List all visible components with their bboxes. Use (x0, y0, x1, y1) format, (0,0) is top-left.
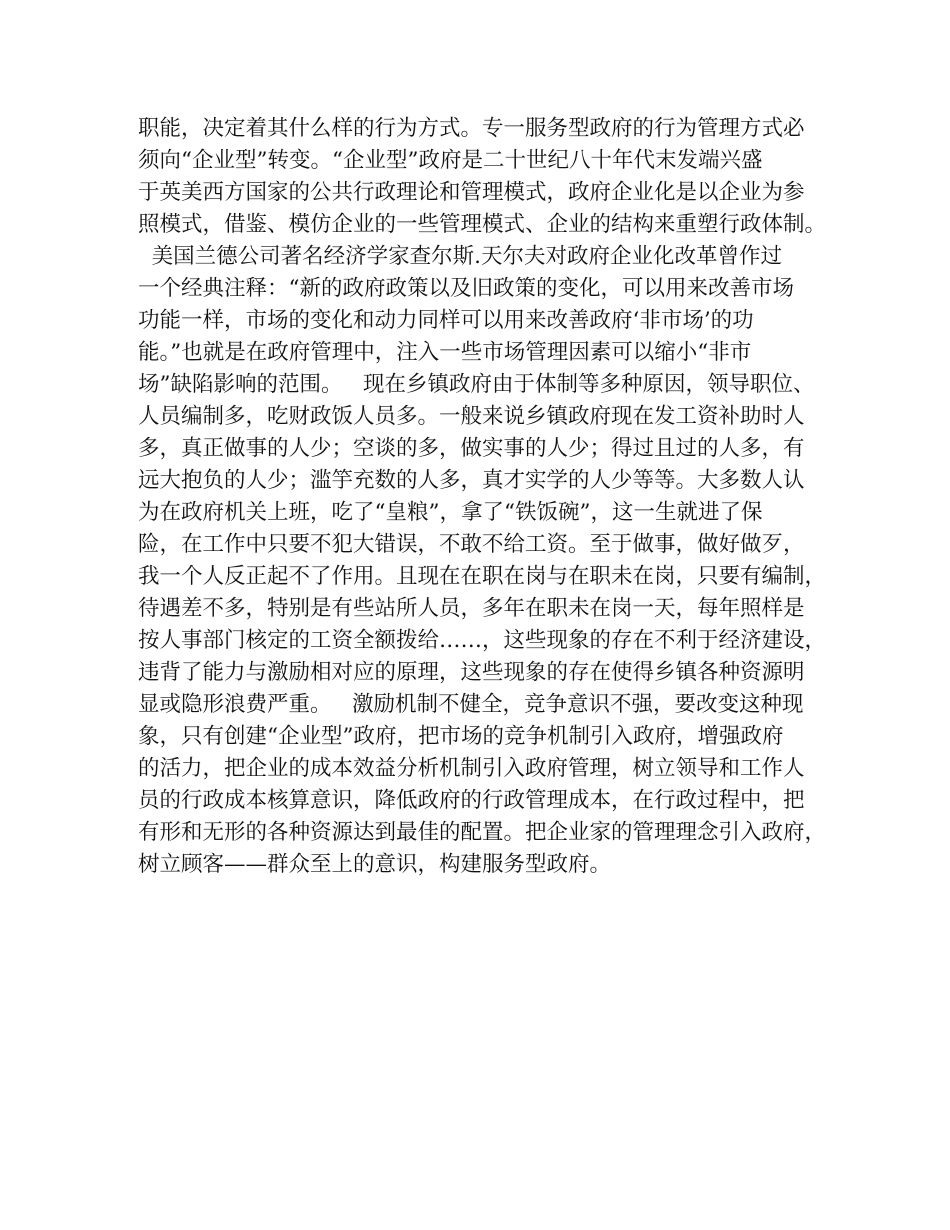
text-line: 远大抱负的人少；滥竽充数的人多，真才实学的人少等等。大多数人认 (138, 468, 805, 493)
text-line: 照模式，借鉴、模仿企业的一些管理模式、企业的结构来重塑行政体制。 (138, 212, 827, 237)
text-line: 能。”也就是在政府管理中，注入一些市场管理因素可以缩小“非市 (138, 340, 752, 365)
text-line: 有形和无形的各种资源达到最佳的配置。把企业家的管理理念引入政府， (138, 820, 827, 845)
text-line: 于英美西方国家的公共行政理论和管理模式，政府企业化是以企业为参 (138, 180, 805, 205)
text-line: 员的行政成本核算意识，降低政府的行政管理成本，在行政过程中，把 (138, 788, 805, 813)
text-line: 多，真正做事的人少；空谈的多，做实事的人少；得过且过的人多，有 (138, 436, 805, 461)
text-line: 树立顾客——群众至上的意识，构建服务型政府。 (138, 852, 612, 877)
text-line: 显或隐形浪费严重。 激励机制不健全，竞争意识不强，要改变这种现 (138, 692, 804, 717)
body-text (138, 113, 838, 881)
text-line: 的活力，把企业的成本效益分析机制引入政府管理，树立领导和工作人 (138, 756, 805, 781)
text-line: 按人事部门核定的工资全额拨给……，这些现象的存在不利于经济建设， (138, 628, 827, 653)
text-line: 象，只有创建“企业型”政府，把市场的竞争机制引入政府，增强政府 (138, 724, 784, 749)
text-line: 我一个人反正起不了作用。且现在在职在岗与在职未在岗，只要有编制， (138, 564, 827, 589)
text-line: 待遇差不多，特别是有些站所人员，多年在职未在岗一天，每年照样是 (138, 596, 805, 621)
text-line: 一个经典注释：“新的政府政策以及旧政策的变化，可以用来改善市场 (138, 276, 794, 301)
text-line: 须向“企业型”转变。“企业型”政府是二十世纪八十年代末发端兴盛 (138, 148, 763, 173)
text-line: 场”缺陷影响的范围。 现在乡镇政府由于体制等多种原因，领导职位、 (138, 372, 815, 397)
text-line: 美国兰德公司著名经济学家查尔斯.天尔夫对政府企业化改革曾作过 (138, 244, 783, 269)
text-line: 违背了能力与激励相对应的原理，这些现象的存在使得乡镇各种资源明 (138, 660, 805, 685)
text-line: 功能一样，市场的变化和动力同样可以用来改善政府‘非市场’的功 (138, 308, 754, 333)
text-line: 为在政府机关上班，吃了“皇粮”，拿了“铁饭碗”，这一生就进了保 (138, 500, 763, 525)
text-line: 险，在工作中只要不犯大错误，不敢不给工资。至于做事，做好做歹， (138, 532, 805, 557)
text-line: 人员编制多，吃财政饭人员多。一般来说乡镇政府现在发工资补助时人 (138, 404, 805, 429)
text-line: 职能，决定着其什么样的行为方式。专一服务型政府的行为管理方式必 (138, 116, 805, 141)
